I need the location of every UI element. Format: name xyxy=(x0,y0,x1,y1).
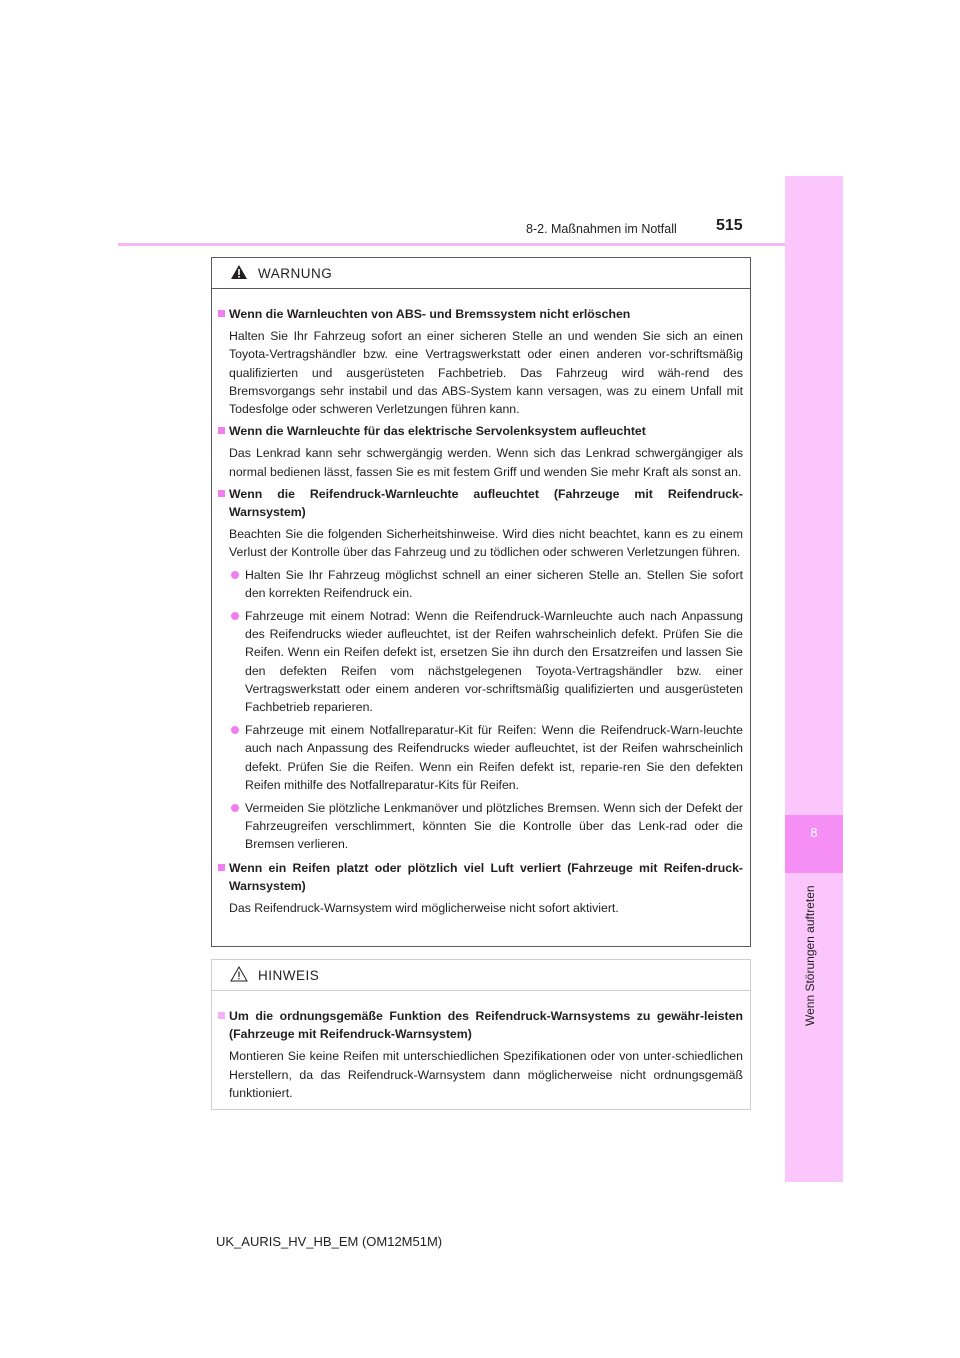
header-section: 8-2. Maßnahmen im Notfall xyxy=(526,222,677,236)
chapter-number: 8 xyxy=(810,825,818,840)
hint-header xyxy=(212,960,750,991)
header-rule xyxy=(118,243,785,246)
section-paragraph: Montieren Sie keine Reifen mit unterschiedlichen Spezifikationen oder von unter-schiedlichen Herstellern, da das Reifendruck-Warnsystem dann möglicherweise nicht ordnungsgemäß funktioniert. xyxy=(229,1049,743,1100)
square-bullet-icon xyxy=(218,490,225,497)
list-item: Vermeiden Sie plötzliche Lenkmanöver und plötzliches Bremsen. Wenn sich der Defekt der Fahrzeugreifen verschlimmert, könnten Sie die Kontrolle über das Lenk-rad oder die Bremsen verlieren. xyxy=(231,799,743,854)
section-heading: Wenn die Reifendruck-Warnleuchte aufleuchtet (Fahrzeuge mit Reifendruck-Warnsystem) xyxy=(218,485,743,521)
round-bullet-icon xyxy=(231,612,239,620)
warning-box xyxy=(211,257,751,947)
section-paragraph: Halten Sie Ihr Fahrzeug sofort an einer sicheren Stelle an und wenden Sie sich an einen Toyota-Vertragshändler bzw. eine Vertragswerkstatt oder einen anderen vor-schriftsmäßig qualifizierten und ausgerüsteten Fachbetrieb. Das Fahrzeug wird wäh-rend des Bremsvorgangs sehr instabil und das ABS-System kann versagen, was zu einem Unfall mit Todesfolge oder schweren Verletzungen führen kann. xyxy=(229,329,743,417)
square-bullet-icon xyxy=(218,427,225,434)
section-paragraph: Das Reifendruck-Warnsystem wird möglicherweise nicht sofort aktiviert. xyxy=(229,901,619,916)
warning-header xyxy=(212,258,750,289)
square-bullet-icon xyxy=(218,1012,225,1019)
warning-triangle-icon xyxy=(230,264,248,283)
page-number: 515 xyxy=(716,217,743,234)
caution-triangle-icon xyxy=(230,966,248,985)
hint-content xyxy=(212,991,750,1102)
section-heading: Wenn die Warnleuchte für das elektrische Servolenksystem aufleuchtet xyxy=(218,422,743,440)
chapter-title: Wenn Störungen auftreten xyxy=(803,885,817,1026)
section-paragraph: Beachten Sie die folgenden Sicherheitshinweise. Wird dies nicht beachtet, kann es zu einem Verlust der Kontrolle über das Fahrzeug und zu tödlichen oder schweren Verletzungen führen. xyxy=(229,527,743,560)
hint-box xyxy=(211,959,751,1110)
square-bullet-icon xyxy=(218,310,225,317)
list-item: Fahrzeuge mit einem Notrad: Wenn die Reifendruck-Warnleuchte auch nach Anpassung des Reifendrucks wieder aufleuchtet, ist der Reifen wahrscheinlich defekt. Prüfen Sie die Reifen. Wenn ein Reifen defekt ist, ersetzen Sie ihn durch den Ersatzreifen und lassen Sie den defekten Reifen vom nächstgelegenen Toyota-Vertragshändler bzw. einer Vertragswerkstatt oder einem anderen vor-schriftsmäßig qualifizierten und ausgerüsteten Fachbetrieb reparieren. xyxy=(231,607,743,716)
section-heading: Wenn ein Reifen platzt oder plötzlich viel Luft verliert (Fahrzeuge mit Reifen-druck-Warnsystem) xyxy=(218,859,743,895)
section-heading: Um die ordnungsgemäße Funktion des Reifendruck-Warnsystems zu gewähr-leisten (Fahrzeuge mit Reifendruck-Warnsystem) xyxy=(218,1007,743,1043)
hint-title: HINWEIS xyxy=(258,967,320,983)
list-item: Halten Sie Ihr Fahrzeug möglichst schnell an einer sicheren Stelle an. Stellen Sie sofort den korrekten Reifendruck ein. xyxy=(231,566,743,602)
list-item: Fahrzeuge mit einem Notfallreparatur-Kit für Reifen: Wenn die Reifendruck-Warn-leuchte auch nach Anpassung des Reifendrucks wieder aufleuchtet, ist der Reifen wahrscheinlich defekt. Prüfen Sie die Reifen. Wenn ein Reifen defekt ist, reparie-ren Sie den defekten Reifen mithilfe des Notfallreparatur-Kits für Reifen. xyxy=(231,721,743,794)
footer-code: UK_AURIS_HV_HB_EM (OM12M51M) xyxy=(216,1234,443,1249)
round-bullet-icon xyxy=(231,804,239,812)
section-paragraph: Das Lenkrad kann sehr schwergängig werden. Wenn sich das Lenkrad schwergängiger als normal bedienen lässt, fassen Sie es mit festem Griff und wenden Sie mehr Kraft als sonst an. xyxy=(229,446,743,479)
warning-title: WARNUNG xyxy=(258,265,333,281)
chapter-marker xyxy=(785,815,843,873)
round-bullet-icon xyxy=(231,571,239,579)
square-bullet-icon xyxy=(218,864,225,871)
warning-content xyxy=(212,289,750,917)
section-heading: Wenn die Warnleuchten von ABS- und Bremssystem nicht erlöschen xyxy=(218,305,743,323)
round-bullet-icon xyxy=(231,726,239,734)
